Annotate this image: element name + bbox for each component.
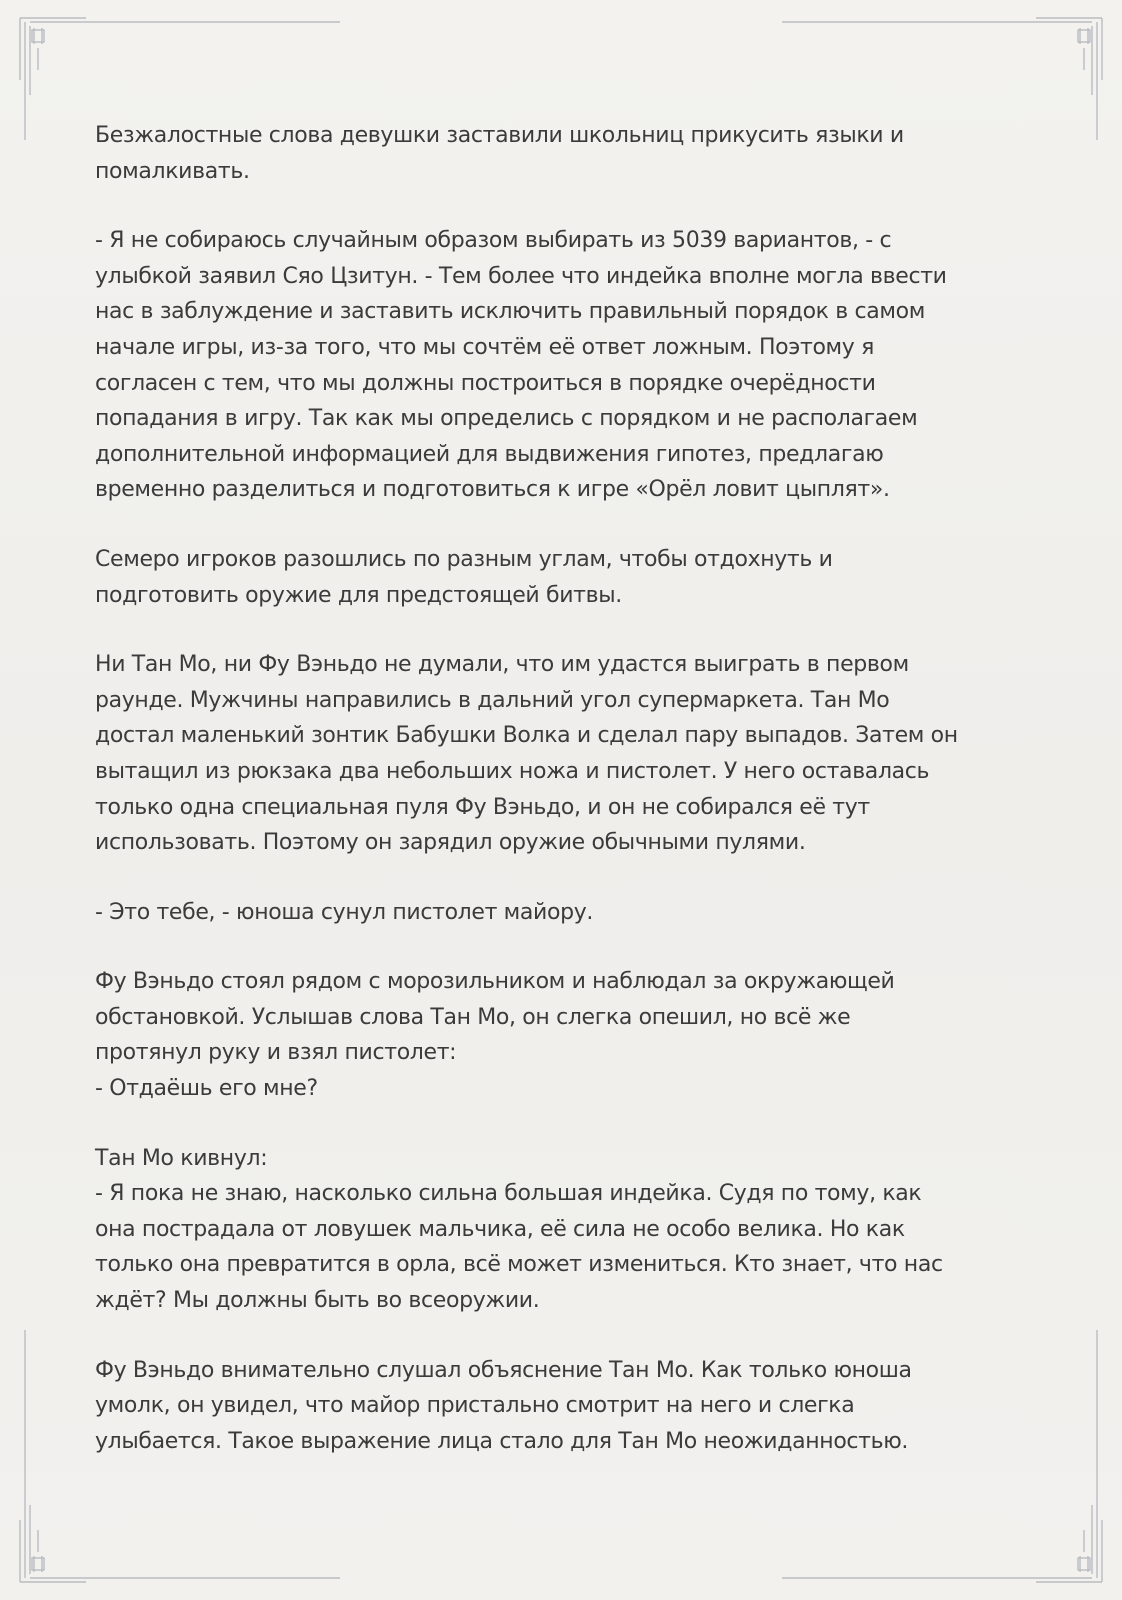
text-line: умолк, он увидел, что майор пристально смотрит на него и слегка [95, 1393, 855, 1419]
text-line: дополнительной информацией для выдвижения гипотез, предлагаю [95, 441, 884, 467]
text-line: нас в заблуждение и заставить исключить правильный порядок в самом [95, 299, 926, 325]
text-line: согласен с тем, что мы должны построиться в порядке очерёдности [95, 370, 876, 396]
text-line: только она превратится в орла, всё может измениться. Кто знает, что нас [95, 1252, 943, 1278]
text-line: - Это тебе, - юноша сунул пистолет майору. [95, 899, 594, 925]
paragraph [95, 895, 1030, 931]
text-line: раунде. Мужчины направились в дальний угол супермаркета. Тан Мо [95, 687, 890, 713]
paragraph [95, 647, 1030, 861]
text-line: - Я не собираюсь случайным образом выбирать из 5039 вариантов, - с [95, 228, 892, 254]
text-line: Безжалостные слова девушки заставили школьниц прикусить языки и [95, 123, 904, 148]
text-line: улыбается. Такое выражение лица стало для Тан Мо неожиданностью. [95, 1428, 909, 1454]
text-line: Тан Мо кивнул: [95, 1145, 268, 1171]
text-line: использовать. Поэтому он зарядил оружие обычными пулями. [95, 830, 806, 856]
paragraph [95, 118, 1030, 189]
text-line: ждёт? Мы должны быть во всеоружии. [95, 1288, 540, 1314]
document-body [95, 118, 1030, 1493]
text-line: - Я пока не знаю, насколько сильна большая индейка. Судя по тому, как [95, 1181, 922, 1207]
text-line: Семеро игроков разошлись по разным углам, чтобы отдохнуть и [95, 546, 833, 572]
text-line: достал маленький зонтик Бабушки Волка и сделал пару выпадов. Затем он [95, 723, 958, 749]
text-line: - Отдаёшь его мне? [95, 1076, 318, 1102]
text-line: протянул руку и взял пистолет: [95, 1040, 457, 1066]
text-line: попадания в игру. Так как мы определись с порядком и не располагаем [95, 406, 918, 432]
text-line: она пострадала от ловушек мальчика, её сила не особо велика. Но как [95, 1216, 905, 1242]
text-line: обстановкой. Услышав слова Тан Мо, он слегка опешил, но всё же [95, 1004, 851, 1030]
text-line: только одна специальная пуля Фу Вэньдо, и он не собирался её тут [95, 794, 870, 820]
text-line: помалкивать. [95, 158, 250, 184]
text-line: улыбкой заявил Сяо Цзитун. - Тем более что индейка вполне могла ввести [95, 263, 947, 289]
paragraph [95, 1353, 1030, 1460]
paragraph [95, 964, 1030, 1106]
paragraph [95, 223, 1030, 508]
text-line: Фу Вэньдо стоял рядом с морозильником и наблюдал за окружающей [95, 969, 895, 995]
text-line: вытащил из рюкзака два небольших ножа и пистолет. У него оставалась [95, 758, 930, 784]
text-line: Фу Вэньдо внимательно слушал объяснение Тан Мо. Как только юноша [95, 1357, 912, 1383]
text-line: подготовить оружие для предстоящей битвы. [95, 582, 622, 608]
text-line: временно разделиться и подготовиться к игре «Орёл ловит цыплят». [95, 477, 890, 503]
text-line: Ни Тан Мо, ни Фу Вэньдо не думали, что им удастся выиграть в первом [95, 652, 909, 678]
paragraph [95, 1141, 1030, 1319]
paragraph [95, 542, 1030, 613]
text-line: начале игры, из-за того, что мы сочтём её ответ ложным. Поэтому я [95, 334, 874, 360]
